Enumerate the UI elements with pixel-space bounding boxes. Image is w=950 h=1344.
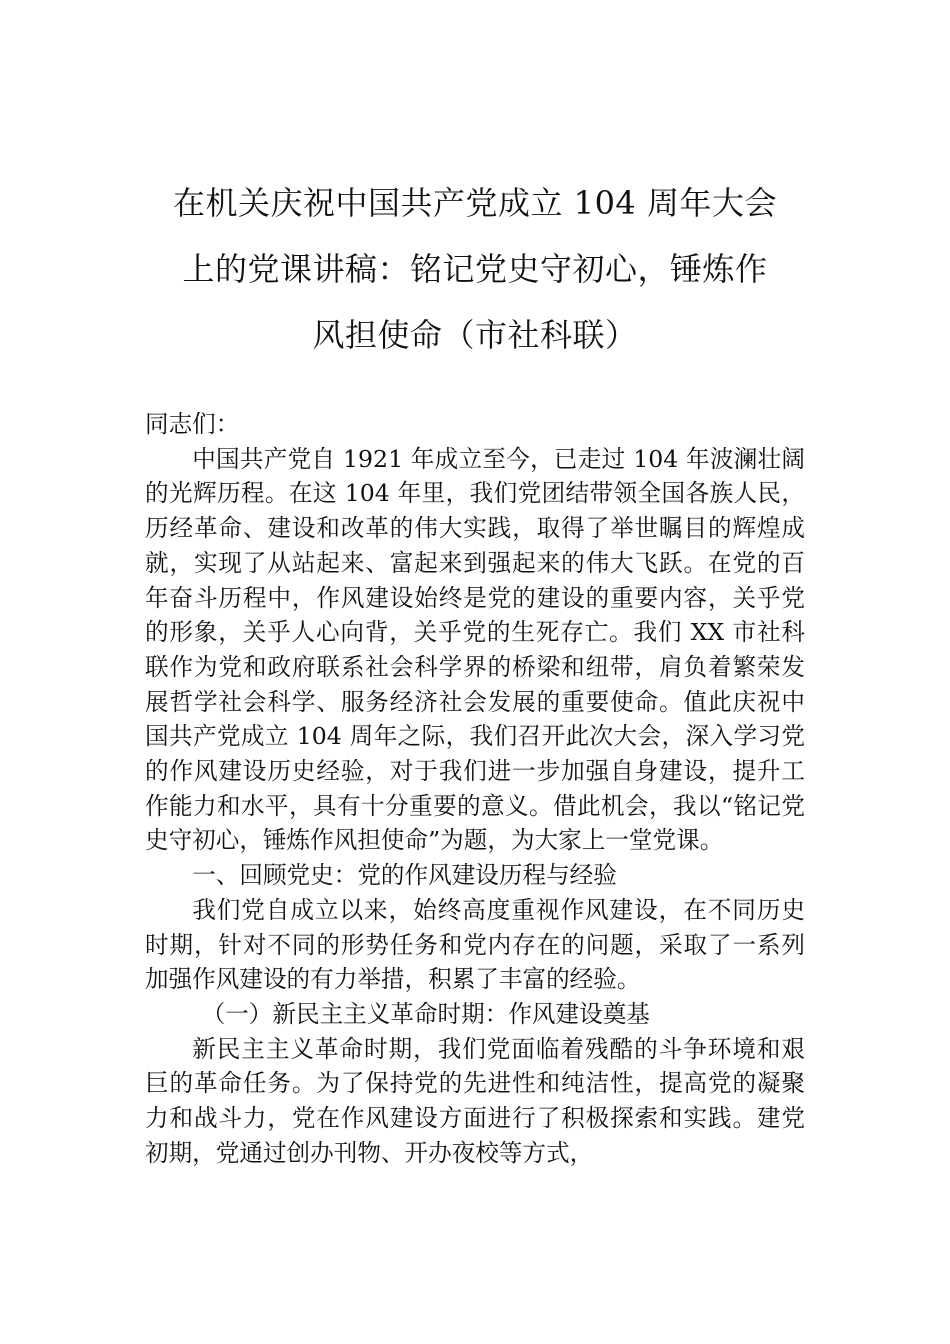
paragraph-subsection-1: 新民主主义革命时期，我们党面临着残酷的斗争环境和艰巨的革命任务。为了保持党的先进性和纯洁性，提高党的凝聚力和战斗力，党在作风建设方面进行了积极探索和实践。建党初期，党通过创办刊物、开办夜校等方式， <box>145 1034 805 1167</box>
subsection-heading-1: （一）新民主主义革命时期：作风建设奠基 <box>201 999 650 1028</box>
paragraph-section-1: 我们党自成立以来，始终高度重视作风建设，在不同历史时期，针对不同的形势任务和党内存在的问题，采取了一系列加强作风建设的有力举措，积累了丰富的经验。 <box>145 895 805 994</box>
title-line-1: 在机关庆祝中国共产党成立 104 周年大会 <box>173 184 777 222</box>
section-heading-1: 一、回顾党史：党的作风建设历程与经验 <box>192 861 617 890</box>
salutation: 同志们： <box>145 410 240 438</box>
document-body <box>145 407 805 1170</box>
title-line-3: 风担使命（市社科联） <box>312 316 638 354</box>
paragraph-intro: 中国共产党自 1921 年成立至今，已走过 104 年波澜壮阔的光辉历程。在这 104 年里，我们党团结带领全国各族人民，历经革命、建设和改革的伟大实践，取得了举世瞩目的辉煌成就，实现了从站起来、富起来到强起来的伟大飞跃。在党的百年奋斗历程中，作风建设始终是党的建设的重要内容，关乎党的形象，关乎人心向背，关乎党的生死存亡。我们 XX 市社科联作为党和政府联系社会科学界的桥梁和纽带，肩负着繁荣发展哲学社会科学、服务经济社会发展的重要使命。值此庆祝中国共产党成立 104 周年之际，我们召开此次大会，深入学习党的作风建设历史经验，对于我们进一步加强自身建设，提升工作能力和水平，具有十分重要的意义。借此机会，我以“铭记党史守初心，锤炼作风担使命”为题，为大家上一堂党课。 <box>145 444 805 855</box>
title-line-2: 上的党课讲稿：铭记党史守初心，锤炼作 <box>182 250 768 288</box>
document-title <box>145 170 805 368</box>
